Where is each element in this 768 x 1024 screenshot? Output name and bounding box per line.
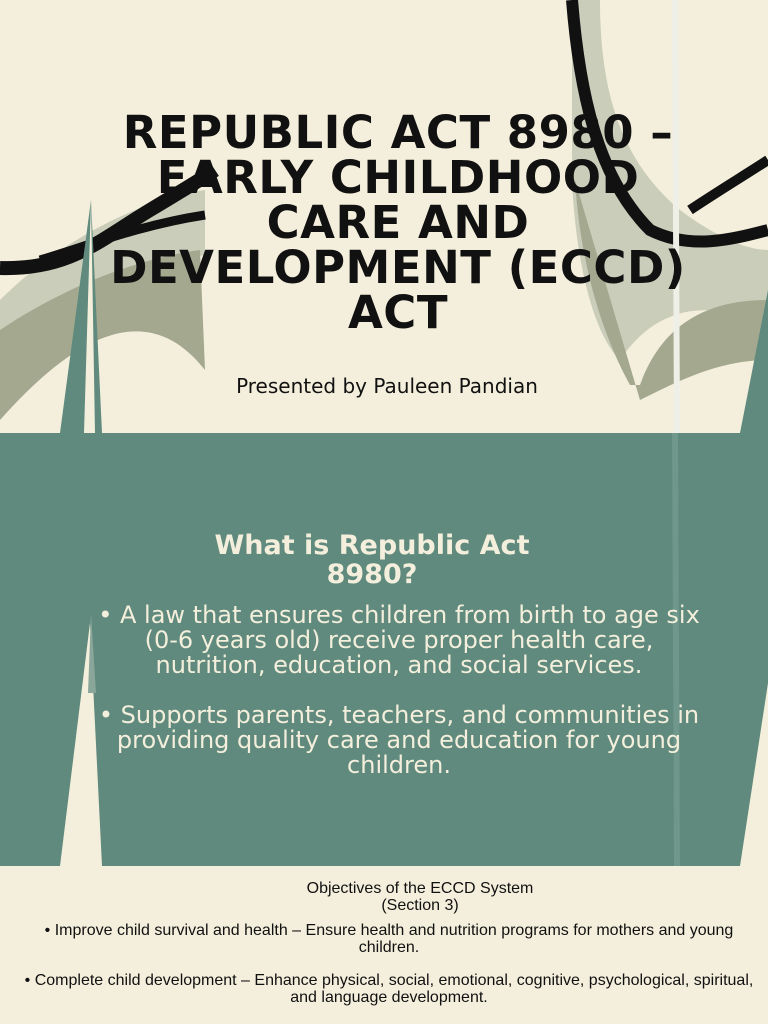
list-item: • A law that ensures children from birth to age six (0-6 years old) receive proper health care, nutrition, education, and social services. xyxy=(98,601,700,679)
definition-list xyxy=(88,603,710,803)
objectives-heading xyxy=(0,880,768,914)
objectives-heading-line2: (Section 3) xyxy=(381,897,459,914)
presenter-credit: Presented by Pauleen Pandian xyxy=(236,374,538,398)
slide-title-heading: REPUBLIC ACT 8980 – EARLY CHILDHOOD CARE AND DEVELOPMENT (ECCD) ACT xyxy=(110,106,686,339)
slide-title xyxy=(0,0,768,433)
list-item: • Supports parents, teachers, and communities in providing quality care and education for young children. xyxy=(98,701,700,779)
objectives-heading-line1: Objectives of the ECCD System xyxy=(306,880,534,897)
list-item: • Complete child development – Enhance physical, social, emotional, cognitive, psychological, spiritual, and language development. xyxy=(24,972,754,1006)
slide-objectives xyxy=(0,866,768,1024)
section-heading: What is Republic Act 8980? xyxy=(214,530,530,590)
objectives-list xyxy=(14,922,764,1022)
slide-definition xyxy=(0,433,768,866)
list-item: • Improve child survival and health – Ensure health and nutrition programs for mothers and young children. xyxy=(44,922,734,956)
